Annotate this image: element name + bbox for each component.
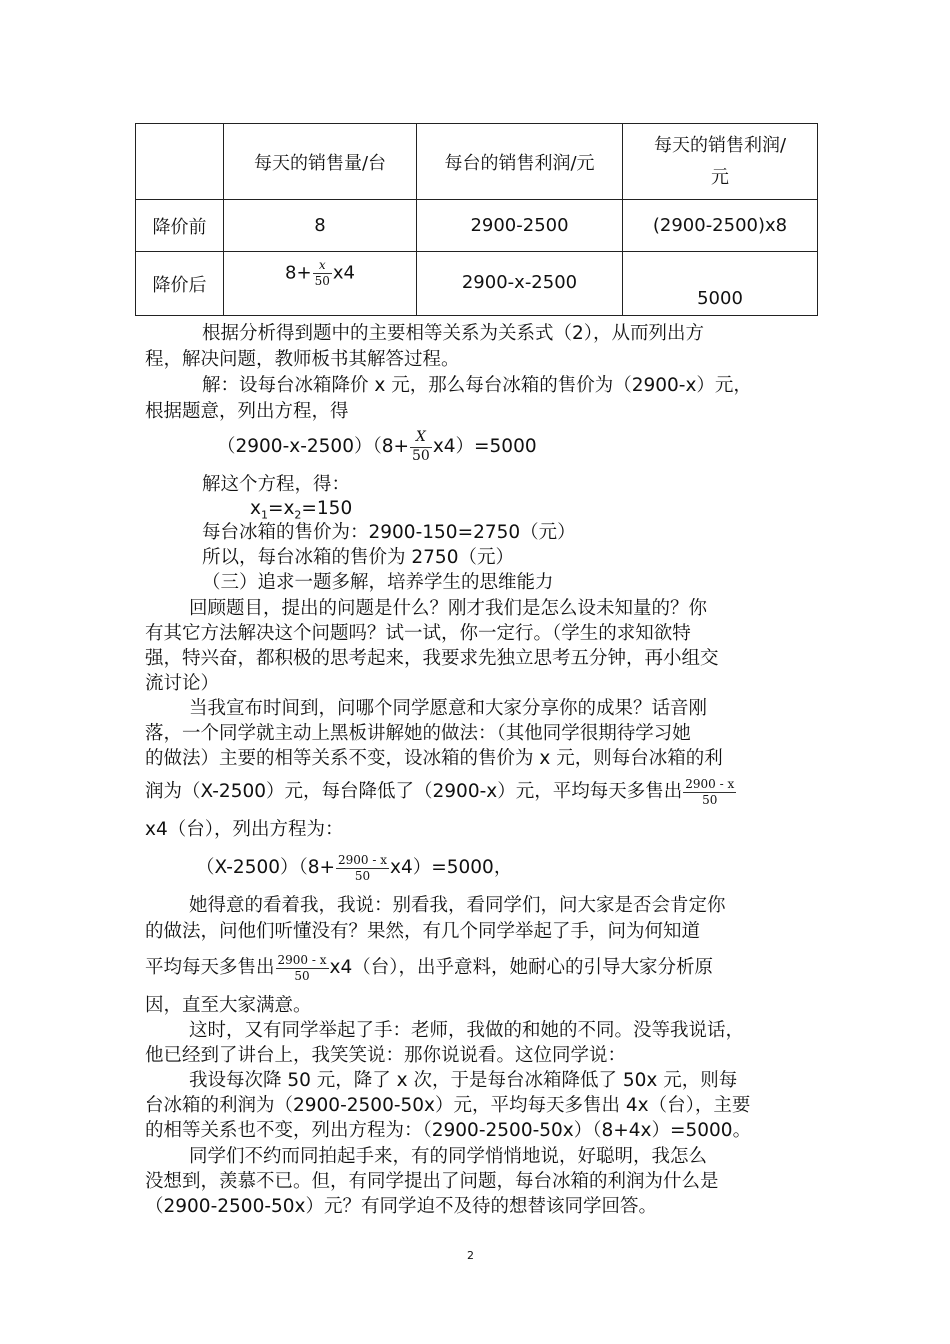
header-daily-sales: 每天的销售量/台 xyxy=(224,124,417,200)
text-line: 根据题意，列出方程，得 xyxy=(145,401,349,422)
equation-1 xyxy=(217,426,537,468)
equation-2-pre: （X-2500）（8+ xyxy=(196,857,336,878)
fraction-numerator: 2900 - x xyxy=(685,776,735,791)
text-line: （2900-2500-50x）元？有同学迫不及待的想替该同学回答。 xyxy=(145,1196,658,1217)
text-line-post: x4（台），出乎意料，她耐心的引导大家分析原 xyxy=(329,957,713,978)
text-line: 当我宣布时间到，问哪个同学愿意和大家分享你的成果？话音刚 xyxy=(189,698,708,719)
table-row-after xyxy=(136,252,818,316)
row-after-sales-pre: 8+ xyxy=(285,262,312,284)
section-heading: （三）追求一题多解，培养学生的思维能力 xyxy=(202,572,554,593)
fraction-numerator: X xyxy=(415,429,426,445)
fraction xyxy=(683,777,736,808)
header-daily-profit-line1: 每天的销售利润/ xyxy=(653,134,787,156)
text-line-pre: 润为（X-2500）元，每台降低了（2900-x）元，平均每天多售出 xyxy=(145,781,683,802)
fraction-numerator: 2900 - x xyxy=(277,952,327,967)
text-line: 解：设每台冰箱降价 x 元，那么每台冰箱的售价为（2900-x）元， xyxy=(202,375,752,396)
row-before-sales: 8 xyxy=(224,200,417,252)
fraction-numerator: x xyxy=(318,258,326,272)
text-line: 的相等关系也不变，列出方程为：（2900-2500-50x）（8+4x）=5000。 xyxy=(145,1120,752,1141)
table-row-before xyxy=(136,200,818,252)
row-after-unit-profit: 2900-x-2500 xyxy=(417,252,623,316)
header-daily-profit-line2: 元 xyxy=(711,166,729,188)
fraction xyxy=(276,953,329,984)
table-corner-cell xyxy=(136,124,224,200)
text-line: 他已经到了讲台上，我笑笑说：那你说说看。这位同学说： xyxy=(145,1045,627,1066)
text-line: 的做法）主要的相等关系不变，设冰箱的售价为 x 元，则每台冰箱的利 xyxy=(145,748,723,769)
fraction-denominator: 50 xyxy=(276,968,329,984)
text-line: 这时，又有同学举起了手：老师，我做的和她的不同。没等我说话， xyxy=(189,1020,745,1041)
equation-1-post: x4）=5000 xyxy=(432,436,537,457)
text-line: 强，特兴奋，都积极的思考起来，我要求先独立思考五分钟，再小组交 xyxy=(145,648,719,669)
text-line: 根据分析得到题中的主要相等关系为关系式（2），从而列出方 xyxy=(202,323,705,344)
equation-2 xyxy=(196,846,512,890)
text-line: 她得意的看着我，我说：别看我，看同学们，问大家是否会肯定你 xyxy=(189,895,726,916)
solution-x: x xyxy=(250,498,261,519)
equation-2-post: x4）=5000， xyxy=(390,857,513,878)
solution-sub-1: 1 xyxy=(260,508,268,522)
fraction xyxy=(313,258,332,289)
text-line: 流讨论） xyxy=(145,673,220,694)
text-line: 解这个方程，得： xyxy=(202,474,351,495)
row-before-label: 降价前 xyxy=(136,200,224,252)
fraction xyxy=(336,853,389,884)
text-line-with-fraction xyxy=(145,946,713,990)
solution-eq: =x xyxy=(267,498,295,519)
row-before-unit-profit: 2900-2500 xyxy=(417,200,623,252)
fraction xyxy=(410,429,432,465)
text-line: 落，一个同学就主动上黑板讲解她的做法：（其他同学很期待学习她 xyxy=(145,723,691,744)
text-line-pre: 平均每天多售出 xyxy=(145,957,275,978)
header-daily-profit xyxy=(623,124,818,200)
solution-sub-2: 2 xyxy=(294,508,302,522)
fraction-denominator: 50 xyxy=(336,868,389,884)
text-line: x4（台），列出方程为： xyxy=(145,819,344,840)
page-number: 2 xyxy=(467,1249,474,1262)
row-after-label: 降价后 xyxy=(136,252,224,316)
text-line: 没想到，羡慕不已。但，有同学提出了问题，每台冰箱的利润为什么是 xyxy=(145,1171,719,1192)
text-line: 所以，每台冰箱的售价为 2750（元） xyxy=(202,547,514,568)
row-after-daily-profit: 5000 xyxy=(623,252,818,316)
text-line: 每台冰箱的售价为：2900-150=2750（元） xyxy=(202,522,576,543)
text-line: 同学们不约而同拍起手来，有的同学悄悄地说，好聪明，我怎么 xyxy=(189,1146,708,1167)
equation-1-pre: （2900-x-2500）（8+ xyxy=(217,436,409,457)
text-line: 程，解决问题，教师板书其解答过程。 xyxy=(145,349,460,370)
text-line: 回顾题目，提出的问题是什么？刚才我们是怎么设未知量的？你 xyxy=(189,598,708,619)
solution-value: =150 xyxy=(301,498,353,519)
text-line: 因，直至大家满意。 xyxy=(145,995,312,1016)
fraction-numerator: 2900 - x xyxy=(338,852,388,867)
text-line-with-fraction xyxy=(145,770,737,814)
table-header-row xyxy=(136,124,818,200)
text-line: 的做法，问他们听懂没有？果然，有几个同学举起了手，问为何知道 xyxy=(145,921,701,942)
row-before-daily-profit: (2900-2500)x8 xyxy=(623,200,818,252)
text-line: 有其它方法解决这个问题吗？试一试，你一定行。（学生的求知欲特 xyxy=(145,623,691,644)
fraction-denominator: 50 xyxy=(683,792,736,808)
fraction-denominator: 50 xyxy=(411,447,430,464)
text-line: 台冰箱的利润为（2900-2500-50x）元，平均每天多售出 4x（台），主要 xyxy=(145,1095,751,1116)
header-unit-profit: 每台的销售利润/元 xyxy=(417,124,623,200)
row-after-sales xyxy=(224,252,417,316)
text-line: 我设每次降 50 元，降了 x 次，于是每台冰箱降低了 50x 元，则每 xyxy=(189,1070,738,1091)
row-after-sales-post: x4 xyxy=(332,262,355,284)
fraction-denominator: 50 xyxy=(314,274,330,288)
sales-table xyxy=(135,123,818,316)
